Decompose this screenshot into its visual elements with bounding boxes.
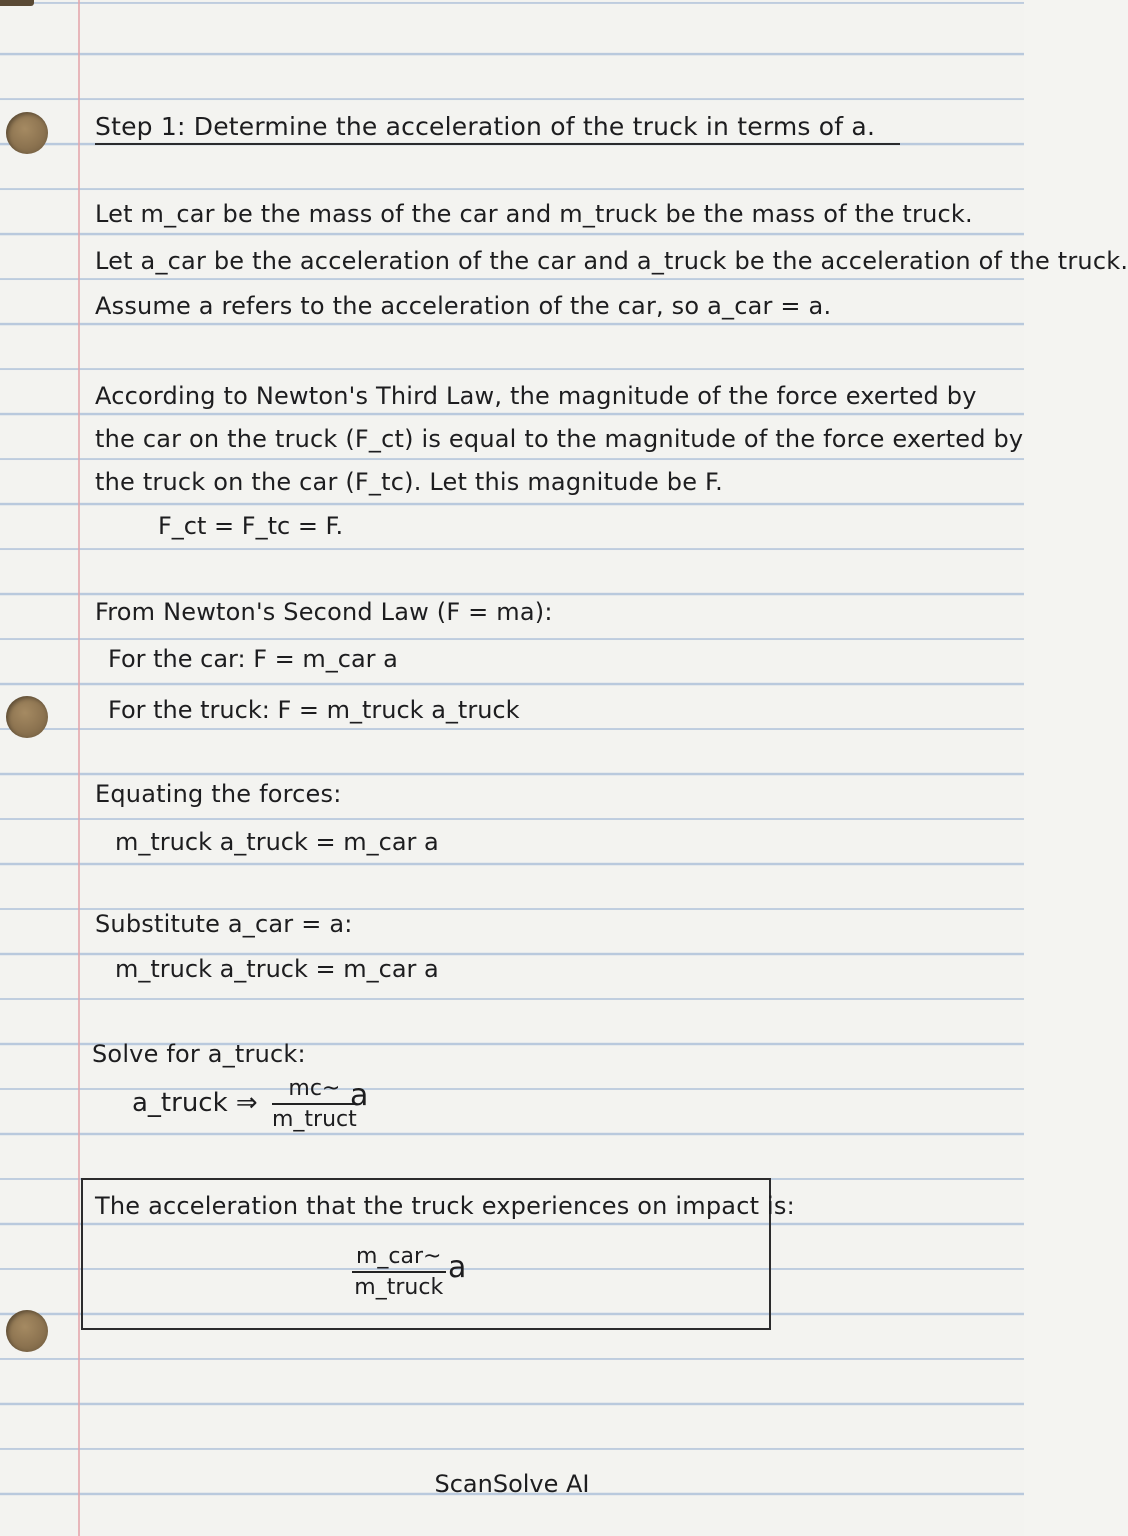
substitute-heading: Substitute a_car = a: [95, 910, 353, 938]
result-fraction [352, 1244, 446, 1300]
result-text: The acceleration that the truck experiences on impact is: [95, 1192, 795, 1220]
result-numerator: m_car~ [352, 1244, 446, 1273]
result-denominator: m_truck [354, 1275, 444, 1300]
result-a: a [448, 1250, 467, 1285]
binder-hole-top [6, 112, 48, 154]
solve-lhs: a_truck ⇒ [132, 1088, 258, 1118]
solve-denominator: m_truct [272, 1107, 357, 1132]
second-law-heading: From Newton's Second Law (F = ma): [95, 598, 553, 626]
solve-a: a [350, 1078, 369, 1113]
step-heading: Step 1: Determine the acceleration of the truck in terms of a. [95, 112, 900, 145]
intro-line-3: Assume a refers to the acceleration of the car, so a_car = a. [95, 292, 832, 320]
binder-hole-bottom [6, 1310, 48, 1352]
footer-brand: ScanSolve AI [434, 1470, 590, 1498]
second-law-truck: For the truck: F = m_truck a_truck [108, 696, 520, 724]
third-law-line-1: According to Newton's Third Law, the magnitude of the force exerted by [95, 382, 977, 410]
solve-fraction [272, 1076, 357, 1132]
intro-line-2: Let a_car be the acceleration of the car and a_truck be the acceleration of the truck. [95, 247, 1128, 275]
substitute-equation: m_truck a_truck = m_car a [115, 955, 439, 983]
third-law-line-3: the truck on the car (F_tc). Let this magnitude be F. [95, 468, 723, 496]
solve-numerator: mc~ [272, 1076, 357, 1105]
intro-line-1: Let m_car be the mass of the car and m_truck be the mass of the truck. [95, 200, 973, 228]
third-law-equation: F_ct = F_tc = F. [158, 512, 344, 540]
second-law-car: For the car: F = m_car a [108, 645, 398, 673]
paper-corner-mark [0, 0, 34, 6]
equating-heading: Equating the forces: [95, 780, 342, 808]
binder-hole-middle [6, 696, 48, 738]
margin-line [78, 0, 80, 1536]
third-law-line-2: the car on the truck (F_ct) is equal to the magnitude of the force exerted by [95, 425, 1024, 453]
solve-heading: Solve for a_truck: [92, 1040, 306, 1068]
equating-equation: m_truck a_truck = m_car a [115, 828, 439, 856]
